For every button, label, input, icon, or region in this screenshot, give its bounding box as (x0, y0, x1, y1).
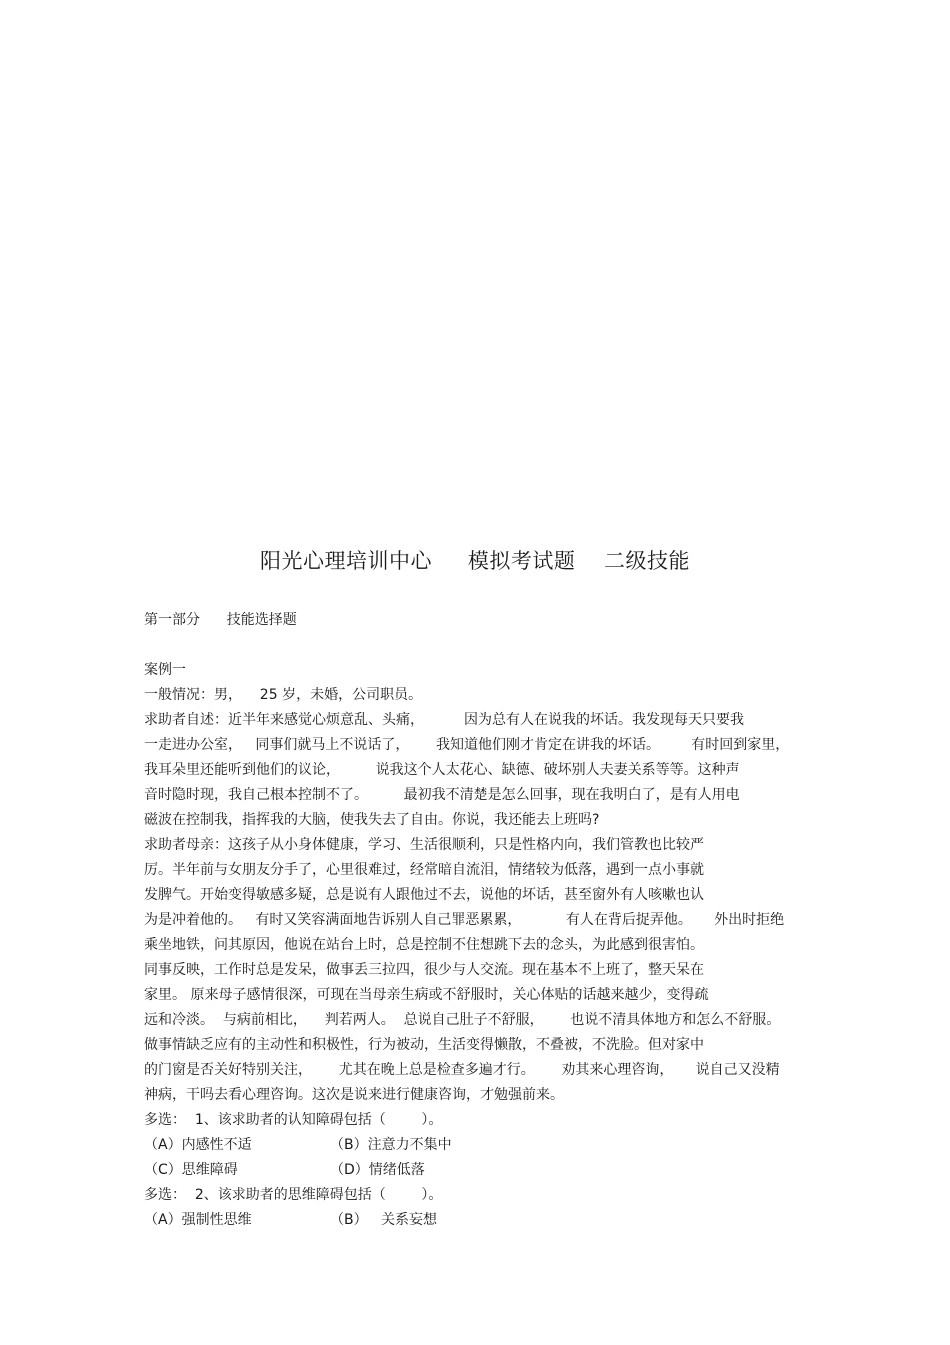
question-stem: 多选： 2、该求助者的思维障碍包括（ ）。 (144, 1187, 443, 1203)
case-line: 的门窗是否关好特别关注， 尤其在晚上总是检查多遍才行。 劝其来心理咨询， 说自己又没精 (144, 1062, 780, 1078)
case-line: 一走进办公室， 同事们就马上不说话了， 我知道他们刚才肯定在讲我的坏话。 有时回到家里， (144, 737, 790, 753)
option-a: （A）强制性思维 (144, 1212, 252, 1228)
option-c: （C）思维障碍 (144, 1162, 238, 1178)
option-d: （D）情绪低落 (330, 1162, 425, 1178)
case-line: 同事反映，工作时总是发呆，做事丢三拉四，很少与人交流。现在基本不上班了，整天呆在 (144, 962, 704, 978)
case-line: 一般情况：男， 25 岁，未婚，公司职员。 (144, 687, 423, 703)
case-heading: 案例一 (144, 662, 186, 678)
case-line: 做事情缺乏应有的主动性和积极性，行为被动，生活变得懒散，不叠被，不洗脸。但对家中 (144, 1037, 704, 1053)
option-b: （B） 关系妄想 (330, 1212, 437, 1228)
case-line: 远和冷淡。 与病前相比， 判若两人。 总说自己肚子不舒服， 也说不清具体地方和怎么不舒服。 (144, 1012, 781, 1028)
part-heading: 第一部分 技能选择题 (144, 612, 297, 628)
case-line: 发脾气。开始变得敏感多疑，总是说有人跟他过不去，说他的坏话，甚至窗外有人咳嗽也认 (144, 887, 704, 903)
option-b: （B）注意力不集中 (330, 1137, 452, 1153)
case-line: 家里。 原来母子感情很深，可现在当母亲生病或不舒服时，关心体贴的话越来越少，变得疏 (144, 987, 709, 1003)
page-title: 阳光心理培训中心 模拟考试题 二级技能 (259, 549, 691, 573)
case-line: 求助者自述：近半年来感觉心烦意乱、头痛， 因为总有人在说我的坏话。我发现每天只要我 (144, 712, 745, 728)
case-line: 乘坐地铁，问其原因，他说在站台上时，总是控制不住想跳下去的念头，为此感到很害怕。 (144, 937, 704, 953)
question-stem: 多选： 1、该求助者的认知障碍包括（ ）。 (144, 1112, 443, 1128)
case-line: 厉。半年前与女朋友分手了，心里很难过，经常暗自流泪，情绪较为低落，遇到一点小事就 (144, 862, 704, 878)
case-line: 神病，干吗去看心理咨询。这次是说来进行健康咨询，才勉强前来。 (144, 1087, 564, 1103)
option-a: （A）内感性不适 (144, 1137, 252, 1153)
case-line: 求助者母亲：这孩子从小身体健康，学习、生活很顺利，只是性格内向，我们管教也比较严 (144, 837, 704, 853)
case-line: 我耳朵里还能听到他们的议论， 说我这个人太花心、缺德、破坏别人夫妻关系等等。这种声 (144, 762, 740, 778)
case-line: 音时隐时现，我自己根本控制不了。 最初我不清楚是怎么回事，现在我明白了，是有人用电 (144, 787, 740, 803)
case-line: 磁波在控制我，指挥我的大脑，使我失去了自由。你说，我还能去上班吗? (144, 812, 600, 828)
case-line: 为是冲着他的。 有时又笑容满面地告诉别人自己罪恶累累， 有人在背后捉弄他。 外出时拒绝 (144, 912, 785, 928)
